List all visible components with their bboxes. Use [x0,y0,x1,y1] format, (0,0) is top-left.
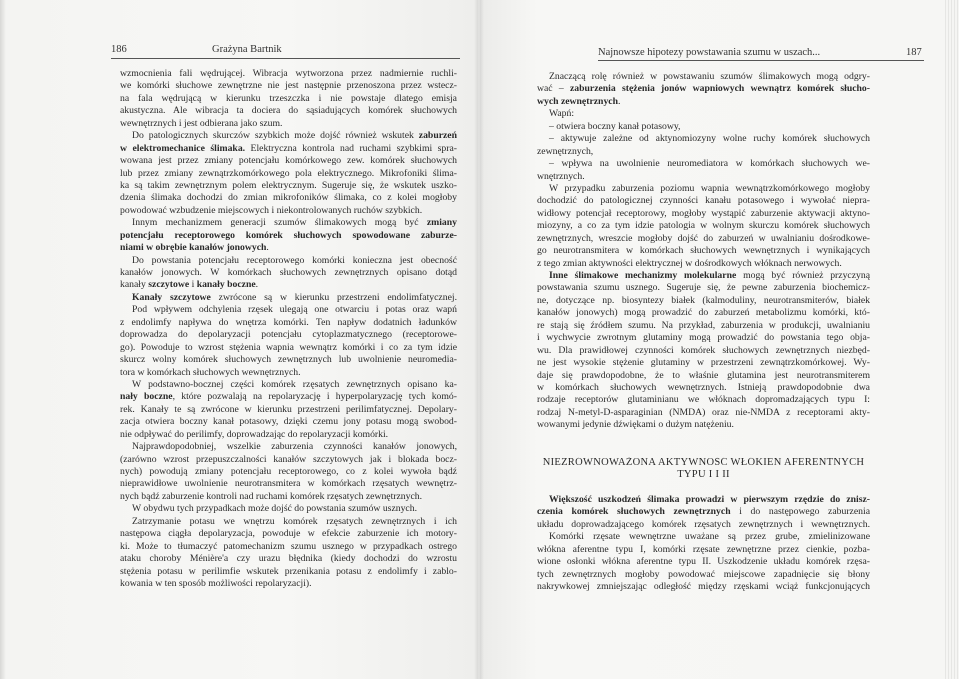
text-line: Komórki rzęsate wewnętrzne uważane są przez grube, zmielinizowane [549,531,870,543]
book-gutter [474,0,484,679]
text-line: zewnętrznych, [537,145,594,157]
blank-line [537,481,870,493]
text-line: nakrywkowej zmniejszając odległość między rzęskami wciąż funkcjonujących [537,580,870,592]
text-line: Inne ślimakowe mechanizmy molekularne mogą być również przyczyną [549,270,870,281]
text-line: Wapń: [549,108,575,120]
text-line: nie odpływać do perilimfy, doprowadzając do repolaryzacji komórki. [120,428,389,440]
text-line: stężenia potasu w perilimfie wskutek przenikania potasu z endolimfy i zablo- [120,565,457,577]
left-running-head: Grażyna Bartnik [212,44,282,55]
text-line: ne jest wysokie stężenie glutaminy w przestrzeni zewnątrzkomórkowej. Wy- [537,357,870,369]
right-page-body [537,71,870,593]
text-line: ne, dotyczące np. biosyntezy białek (kalmoduliny, neurotransmiterów, białek [537,294,870,306]
text-line: Zatrzymanie potasu we wnętrzu komórek rzęsatych zewnętrznych i ich [132,515,457,527]
text-line: kanałów jonowych) mogą prowadzić do zaburzeń metabolizmu komórki, któ- [537,307,870,319]
text-line: ataku choroby Ménière'a czy urazu błędnika (kiedy dochodzi do wzrostu [120,553,457,565]
blank-line [537,432,870,444]
text-line: czenia komórek słuchowych zewnętrznych i do następowego zaburzenia [537,506,870,518]
text-line: wowanymi jedynie dźwiękami o dużym natężeniu. [537,419,734,431]
text-line: nały boczne, które pozwalają na repolaryzację i hyperpolaryzację tych komó- [120,391,457,403]
text-line: powodować wzbudzenie miejscowych i niekontrolowanych ruchów szybkich. [120,204,423,216]
text-line: skurcz wolny komórek słuchowych zewnętrznych lub uwolnienie neuromedia- [120,354,457,366]
text-line: W podstawno-bocznej części komórek rzęsatych zewnętrznych opisano ka- [132,378,457,390]
text-line: wu. Dla prawidłowej czynności komórek słuchowych zewnętrznych niezbęd- [537,344,870,356]
text-line: układu doprowadzającego komórek rzęsatych zewnętrznych i wewnętrznych. [537,518,870,530]
text-line: akustyczna. Ale wibracja ta dociera do sąsiadujących komórek słuchowych [120,105,457,117]
text-line: wowana jest przez zmiany potencjału komórkowego zew. komórek słuchowych [120,155,457,167]
text-line: ki. Może to tłumaczyć patomechanizm szumu usznego w przypadkach ostrego [120,540,457,552]
text-line: nych bądź zaburzenie kontroli nad ruchami komórek rzęsatych zewnętrznych. [120,490,423,502]
left-header-rule [111,58,460,59]
text-line: ka są takim zewnętrznym polem elektrycznym. Sugeruje się, że wskutek uszko- [120,179,457,191]
text-line: kowania w ten sposób możliwości repolaryzacji). [120,577,312,589]
text-line: włókna aferentne typu I, komórki rzęsate zewnętrzne przez cienkie, pozba- [537,543,870,555]
text-line: nieprawidłowe uwolnienie neurotransmitera w komórkach rzęsatych wewnętrz- [120,478,457,490]
right-page-number: 187 [906,47,922,58]
text-line: powstawania szumu usznego. Sugeruje się, że pewne zaburzenia biochemicz- [537,282,870,294]
text-line: kanały szczytowe i kanały boczne. [120,279,259,291]
left-page-number: 186 [111,44,127,55]
text-line: Najprawdopodobniej, wszelkie zaburzenia czynności kanałów jonowych, [132,441,457,453]
right-running-head: Najnowsze hipotezy powstawania szumu w uszach... [598,47,821,58]
text-line: W obydwu tych przypadkach może dojść do powstania szumów usznych. [132,503,417,515]
text-line: Do powstania potencjału receptorowego komórki konieczna jest obecność [132,254,457,266]
blank-line [537,444,870,456]
text-line: niami w obrębie kanałów jonowych. [120,242,269,254]
text-line: nych) powodują zmiany potencjału receptorowego, co z kolei wywoła bądź [120,466,457,477]
text-line: na fala wędrującą w kierunku trzeszczka i nie powstaje dlatego emisja [120,92,457,104]
right-header-rule [598,60,924,61]
text-line: – wpływa na uwolnienie neuromediatora w komórkach słuchowych we- [549,158,870,170]
text-line: i wychwycie zwrotnym glutaminy mogą prowadzić do powstania tego obja- [537,332,870,344]
text-line: wzmocnienia fali wędrującej. Wibracja wytworzona przez nadmiernie ruchli- [120,68,457,79]
text-line: – otwiera boczny kanał potasowy, [549,120,681,132]
text-line: we komórki słuchowe zewnętrzne nie jest następnie przenoszona przez wstecz- [120,80,457,92]
section-heading-line: NIEZRÓWNOWAŻONA AKTYWNOŚĆ WŁÓKIEN AFERENTNYCH [542,456,865,468]
text-line: Kanały szczytowe zwrócone są w kierunku przestrzeni endolimfatycznej. [132,291,457,303]
text-line: rodzaj N-metyl-D-asparaginian (NMDA) oraz nie-NMDA z receptorami akty- [537,406,870,418]
text-line: w komórkach słuchowych wewnętrznych. Istnieją prawdopodobnie dwa [537,381,870,393]
text-line: zewnętrznych, wreszcie mogłoby dojść do zaburzeń w uwalnianiu dośrodkowe- [537,232,870,244]
text-line: re stają się źródłem szumu. Na przykład, zaburzenia w produkcji, uwalnianiu [537,319,870,331]
text-line: wione osłonki włókna aferentne typu II. Uszkodzenie układu komórek rzęsa- [537,556,870,568]
text-line: miozyny, a co za tym idzie patologia w wolnym skurczu komórek słuchowych [537,220,870,232]
text-line: Większość uszkodzeń ślimaka prowadzi w pierwszym rzędzie do znisz- [549,493,870,505]
text-line: z tego zmian aktywności elektrycznej w dośrodkowych włóknach nerwowych. [537,257,842,269]
text-line: rodzaje receptorów glutaminianu we włóknach dopromadzających typu I: [537,394,870,406]
left-page-body [120,68,457,590]
text-line: go). Powoduje to wzrost stężenia wapnia wewnątrz komórki i co za tym idzie [120,341,457,353]
right-page-edge [945,0,959,679]
text-line: kanałów jonowych. W komórkach słuchowych zewnętrznych opisano dotąd [120,267,457,278]
text-line: tych zewnętrznych mogłoby powodować miejscowe zapadnięcie się błony [537,568,870,580]
text-line: potencjału receptorowego komórek słuchowych spowodowane zaburze- [120,229,457,241]
text-line: (zarówno wzrost przepuszczalności kanałów szczytowych jak i blokada bocz- [120,453,457,465]
text-line: Do patologicznych skurczów szybkich może dojść również wskutek zaburzeń [132,130,457,142]
text-line: dzenia ślimaka dochodzi do zmian mikrofoników ślimaka, co z kolei mogłoby [120,192,457,204]
text-line: daje się prawdopodobne, że to właśnie glutamina jest neurotransmiterem [537,369,870,381]
section-heading-line: TYPU I I II [677,469,730,480]
text-line: wewnętrznych i jest odbierana jako szum. [120,117,283,129]
text-line: tora w komórkach słuchowych wewnętrznych. [120,366,301,378]
text-line: wych zewnętrznych. [537,95,621,107]
text-line: W przypadku zaburzenia poziomu wapnia wewnątrzkomórkowego mogłoby [549,182,870,194]
text-line: wać – zaburzenia stężenia jonów wapniowych wewnątrz komórek słucho- [537,83,870,95]
text-line: lub przez zmiany zewnątrzkomórkowego pola elektrycznego. Mikrofoniki ślima- [120,167,457,179]
text-line: Znaczącą rolę również w powstawaniu szumów ślimakowych mogą odgry- [549,71,870,82]
text-line: Innym mechanizmem generacji szumów ślimakowych mogą być zmiany [132,217,457,229]
left-page-edge [0,0,6,679]
text-line: doprowadza do depolaryzacji potencjału cytoplazmatycznego (receptorowe- [120,329,457,341]
text-line: wnętrznych. [537,170,585,182]
text-line: dochodzić do patologicznej czynności kanału potasowego i wywołać niepra- [537,195,870,207]
text-line: Pod wpływem odchylenia rzęsek ulegają one otwarciu i potas oraz wapń [132,304,457,316]
left-page [0,0,478,679]
text-line: widłowy potencjał receptorowy, mogłoby wystąpić zaburzenie aktywacji aktyno- [537,207,870,219]
text-line: – aktywuje zależne od aktynomiozyny wolne ruchy komórek słuchowych [549,133,870,145]
text-line: zacja otwiera boczny kanał potasowy, dzięki czemu jony potasu mogą swobod- [120,416,457,428]
text-line: rek. Kanały te są zwrócone w kierunku przestrzeni perilimfatycznej. Depolary- [120,403,457,415]
text-line: go neurotransmitera w komórkach słuchowych wewnętrznych i wynikających [537,245,870,257]
text-line: następowa ciągła depolaryzacja, powoduje w efekcie zaburzenie ich motory- [120,528,457,540]
text-line: w elektromechanice ślimaka. Elektryczna kontrola nad ruchami szybkimi spra- [120,142,457,154]
right-page [480,0,959,679]
text-line: z endolimfy napływa do wnętrza komórki. Ten napływ dodatnich ładunków [120,316,457,328]
